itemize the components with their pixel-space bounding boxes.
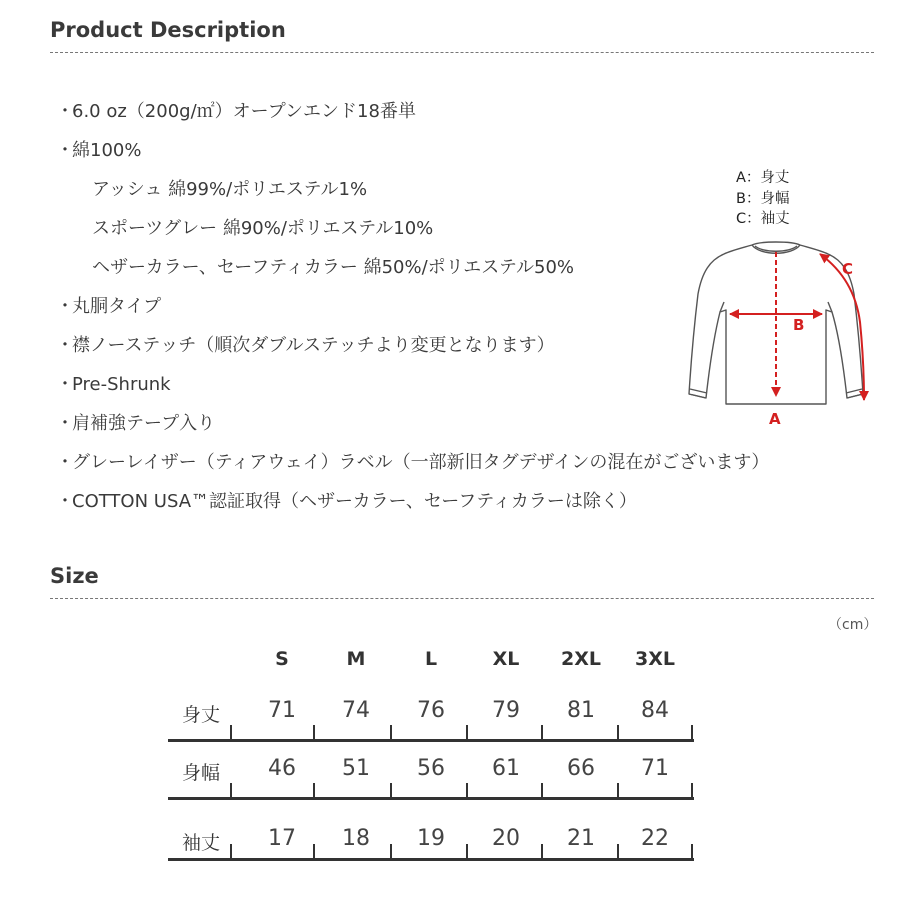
- bullet-mark: ・: [56, 452, 74, 473]
- size-column-tick: [617, 783, 619, 799]
- size-cell: 61: [492, 756, 520, 781]
- legend-b: B：身幅: [736, 190, 790, 207]
- marker-b: B: [793, 316, 805, 334]
- size-row-label: 袖丈: [182, 832, 221, 854]
- size-column-tick: [691, 783, 693, 799]
- feature-text: スポーツグレー 綿90%/ポリエステル10%: [92, 218, 434, 239]
- bullet-mark: ・: [56, 101, 74, 122]
- size-column-tick: [466, 844, 468, 860]
- feature-text: 綿100%: [72, 140, 142, 161]
- legend-c: C：袖丈: [736, 211, 790, 227]
- bullet-mark: ・: [56, 491, 74, 512]
- feature-text: Pre-Shrunk: [72, 374, 171, 395]
- size-divider: [50, 598, 874, 599]
- size-column-tick: [313, 783, 315, 799]
- bullet-mark: ・: [56, 335, 74, 356]
- size-column-header: S: [275, 648, 289, 670]
- size-column-tick: [691, 844, 693, 860]
- size-column-tick: [541, 783, 543, 799]
- size-unit: （cm）: [828, 617, 878, 633]
- size-column-header: M: [346, 648, 366, 670]
- shirt-outline: [689, 242, 863, 404]
- size-cell: 17: [268, 826, 296, 851]
- feature-item: [56, 482, 876, 521]
- size-cell: 20: [492, 826, 520, 851]
- size-row-rule: [168, 797, 694, 800]
- size-column-tick: [390, 725, 392, 741]
- size-cell: 71: [268, 698, 296, 723]
- size-column-tick: [390, 844, 392, 860]
- size-cell: 51: [342, 756, 370, 781]
- bullet-mark: ・: [56, 296, 74, 317]
- size-cell: 22: [641, 826, 669, 851]
- marker-a: A: [769, 410, 781, 428]
- legend-a: A：身丈: [736, 170, 790, 186]
- feature-text: 襟ノーステッチ（順次ダブルステッチより変更となります）: [72, 335, 555, 356]
- feature-text: 丸胴タイプ: [72, 296, 162, 317]
- size-cell: 21: [567, 826, 595, 851]
- size-cell: 71: [641, 756, 669, 781]
- size-cell: 81: [567, 698, 595, 723]
- shirt-diagram: [680, 232, 880, 432]
- feature-text: 肩補強テープ入り: [72, 413, 216, 434]
- size-cell: 56: [417, 756, 445, 781]
- size-row-rule: [168, 858, 694, 861]
- feature-item: [56, 92, 876, 131]
- feature-text: COTTON USA™認証取得（ヘザーカラー、セーフティカラーは除く）: [72, 491, 637, 512]
- size-cell: 18: [342, 826, 370, 851]
- size-cell: 76: [417, 698, 445, 723]
- size-column-tick: [541, 844, 543, 860]
- size-column-header: L: [424, 648, 438, 670]
- size-cell: 19: [417, 826, 445, 851]
- size-column-header: XL: [492, 648, 520, 670]
- bullet-mark: ・: [56, 413, 74, 434]
- size-column-tick: [313, 725, 315, 741]
- size-column-tick: [617, 725, 619, 741]
- size-cell: 84: [641, 698, 669, 723]
- size-column-tick: [230, 783, 232, 799]
- size-row-rule: [168, 739, 694, 742]
- feature-item: [56, 443, 876, 482]
- size-cell: 79: [492, 698, 520, 723]
- size-cell: 66: [567, 756, 595, 781]
- size-cell: 46: [268, 756, 296, 781]
- size-column-tick: [617, 844, 619, 860]
- feature-text: グレーレイザー（ティアウェイ）ラベル（一部新旧タグデザインの混在がございます）: [72, 452, 770, 473]
- size-column-tick: [230, 725, 232, 741]
- feature-text: 6.0 oz（200g/㎡）オープンエンド18番単: [72, 101, 416, 122]
- measurement-legend: [736, 168, 790, 230]
- feature-item: [56, 131, 876, 170]
- size-column-tick: [390, 783, 392, 799]
- bullet-mark: ・: [56, 374, 74, 395]
- size-column-tick: [541, 725, 543, 741]
- marker-c: C: [842, 260, 854, 278]
- size-column-header: 2XL: [561, 648, 601, 670]
- description-divider: [50, 52, 874, 53]
- size-column-tick: [691, 725, 693, 741]
- feature-text: アッシュ 綿99%/ポリエステル1%: [92, 179, 368, 200]
- size-column-tick: [466, 783, 468, 799]
- bullet-mark: ・: [56, 140, 74, 161]
- size-row-label: 身幅: [182, 762, 221, 784]
- size-column-header: 3XL: [635, 648, 675, 670]
- description-title: Product Description: [50, 18, 286, 42]
- size-column-tick: [230, 844, 232, 860]
- size-column-tick: [466, 725, 468, 741]
- size-cell: 74: [342, 698, 370, 723]
- feature-text: ヘザーカラー、セーフティカラー 綿50%/ポリエステル50%: [92, 257, 575, 278]
- size-row-label: 身丈: [182, 704, 221, 726]
- size-title: Size: [50, 564, 99, 588]
- size-column-tick: [313, 844, 315, 860]
